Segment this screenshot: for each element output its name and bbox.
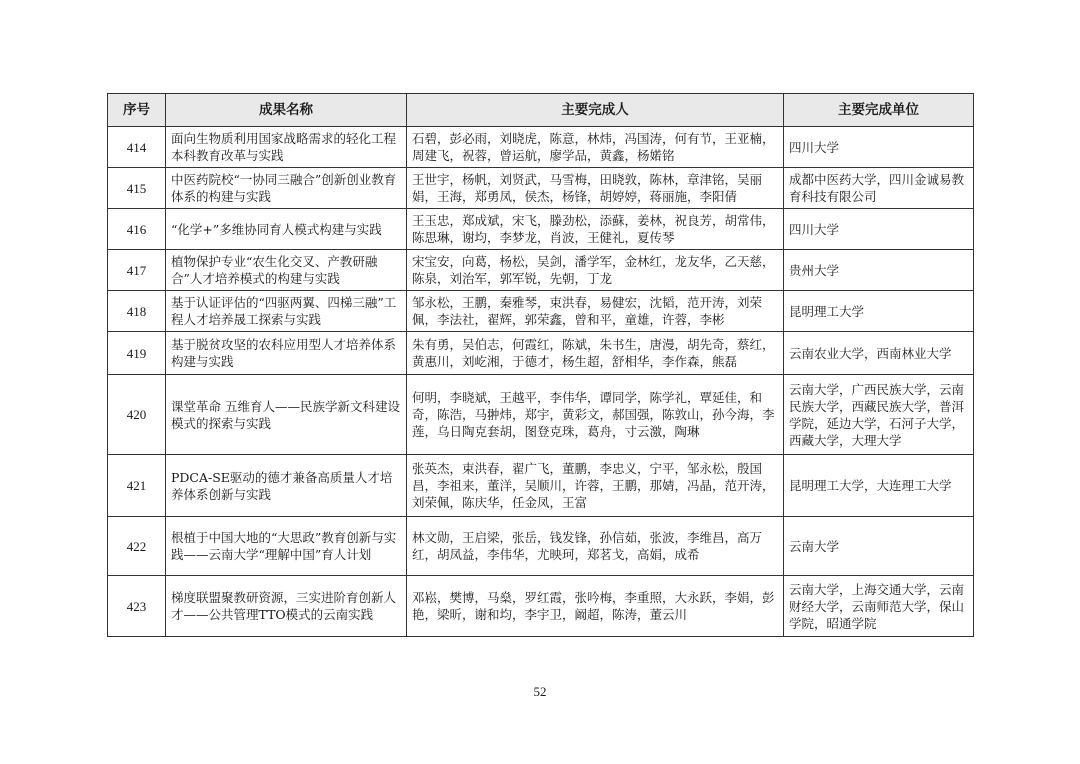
row-achievement-name: 植物保护专业“农生化交叉、产教研融合”人才培养模式的构建与实践: [166, 250, 407, 291]
row-achievement-name: 基于认证评估的“四驱两翼、四梯三融”工程人才培养晟工探索与实践: [166, 291, 407, 332]
row-main-unit: 昆明理工大学: [784, 291, 974, 332]
row-main-people: 石碧，彭必雨，刘晓虎，陈意，林炜，冯国涛，何有节，王亚楠，周建飞，祝蓉，曾运航，廖学品，黄鑫，杨婼铭: [407, 127, 784, 168]
row-main-unit: 四川大学: [784, 209, 974, 250]
row-achievement-name: 面向生物质利用国家战略需求的轻化工程本科教育改革与实践: [166, 127, 407, 168]
row-main-unit: 昆明理工大学，大连理工大学: [784, 455, 974, 517]
row-seq: 414: [108, 127, 166, 168]
row-main-unit: 云南大学，上海交通大学，云南财经大学，云南师范大学，保山学院，昭通学院: [784, 576, 974, 637]
row-seq: 415: [108, 168, 166, 209]
header-people: 主要完成人: [407, 94, 784, 127]
table-row: [108, 375, 974, 455]
row-main-people: 邹永松，王鹏，秦雅琴，束洪春，易健宏，沈韬，范开涛，刘荣佩，李法社，翟辉，郭荣鑫，曾和平，童雄，许蓉，李彬: [407, 291, 784, 332]
table-row: [108, 291, 974, 332]
row-achievement-name: 根植于中国大地的“大思政”教育创新与实践——云南大学“理解中国”育人计划: [166, 517, 407, 576]
row-seq: 422: [108, 517, 166, 576]
table-row: [108, 332, 974, 375]
row-achievement-name: 中医药院校“一协同三融合”创新创业教育体系的构建与实践: [166, 168, 407, 209]
row-main-unit: 成都中医药大学，四川金诚易教育科技有限公司: [784, 168, 974, 209]
row-main-people: 张英杰，束洪春，翟广飞，董鹏，李忠义，宁平，邹永松，殷国昌，李祖来，董洋，吴顺川，许蓉，王鹏，那婧，冯晶，范开涛，刘荣佩，陈庆华，任金凤，王富: [407, 455, 784, 517]
row-achievement-name: 基于脱贫攻坚的农科应用型人才培养体系构建与实践: [166, 332, 407, 375]
header-unit: 主要完成单位: [784, 94, 974, 127]
table-row: [108, 168, 974, 209]
table-row: [108, 576, 974, 637]
row-seq: 416: [108, 209, 166, 250]
row-main-people: 王玉忠，郑成斌，宋飞，滕劲松，添蘇，姜林，祝良芳，胡常伟，陈思琳，谢均，李梦龙，肖波，王健礼，夏传琴: [407, 209, 784, 250]
row-main-unit: 云南农业大学，西南林业大学: [784, 332, 974, 375]
row-seq: 421: [108, 455, 166, 517]
table-row: [108, 209, 974, 250]
row-main-people: 邓崧，樊博，马燊，罗红霞，张吟梅，李重照，大永跃，李娟，彭艳，梁昕，谢和均，李宇卫，阚超，陈涛，董云川: [407, 576, 784, 637]
row-main-people: 林文勋，王启梁，张岳，钱发锋，孙信茹，张波，李维昌，高万红，胡凤益，李伟华，尤映珂，郑茗戈，高娟，成希: [407, 517, 784, 576]
row-main-people: 王世宇，杨帆，刘贤武，马雪梅，田晓敦，陈林，章津铭，吴丽娟，王海，郑勇凤，侯杰，杨锋，胡婷婷，蒋丽施，李阳倩: [407, 168, 784, 209]
row-seq: 417: [108, 250, 166, 291]
awards-table: [107, 93, 974, 637]
row-seq: 420: [108, 375, 166, 455]
table-row: [108, 250, 974, 291]
header-seq: 序号: [108, 94, 166, 127]
row-main-people: 何明，李晓斌，王越平，李伟华，谭同学，陈学礼，覃延佳，和奇，陈浩，马翀炜，郑宇，黄彩文，郝国强，陈敦山，孙今海，李莲，乌日陶克套胡，图登克珠，葛舟，寸云激，陶琳: [407, 375, 784, 455]
row-achievement-name: PDCA-SE驱动的德才兼备高质量人才培养体系创新与实践: [166, 455, 407, 517]
page-number: 52: [533, 684, 547, 699]
row-main-unit: 贵州大学: [784, 250, 974, 291]
table-header-row: [108, 94, 974, 127]
table-row: [108, 127, 974, 168]
row-main-unit: 四川大学: [784, 127, 974, 168]
table-row: [108, 455, 974, 517]
row-achievement-name: 梯度联盟聚教研资源，三实进阶育创新人才——公共管理TTO模式的云南实践: [166, 576, 407, 637]
row-achievement-name: “化学+”多维协同育人模式构建与实践: [166, 209, 407, 250]
row-main-unit: 云南大学: [784, 517, 974, 576]
row-achievement-name: 课堂革命 五维育人——民族学新文科建设模式的探索与实践: [166, 375, 407, 455]
row-main-people: 宋宝安，向葛，杨松，吴剑，潘学军，金林红，龙友华，乙天慈，陈泉，刘治军，郭军锐，先朝，丁龙: [407, 250, 784, 291]
header-name: 成果名称: [166, 94, 407, 127]
row-seq: 423: [108, 576, 166, 637]
row-seq: 418: [108, 291, 166, 332]
table-row: [108, 517, 974, 576]
row-main-people: 朱有勇，吴伯志，何霞红，陈斌，朱书生，唐漫，胡先奇，蔡红，黄惠川，刘屹湘，于德才，杨生超，舒相华，李作森，熊磊: [407, 332, 784, 375]
row-seq: 419: [108, 332, 166, 375]
row-main-unit: 云南大学，广西民族大学，云南民族大学，西藏民族大学，普洱学院，延边大学，石河子大学，西藏大学，大理大学: [784, 375, 974, 455]
